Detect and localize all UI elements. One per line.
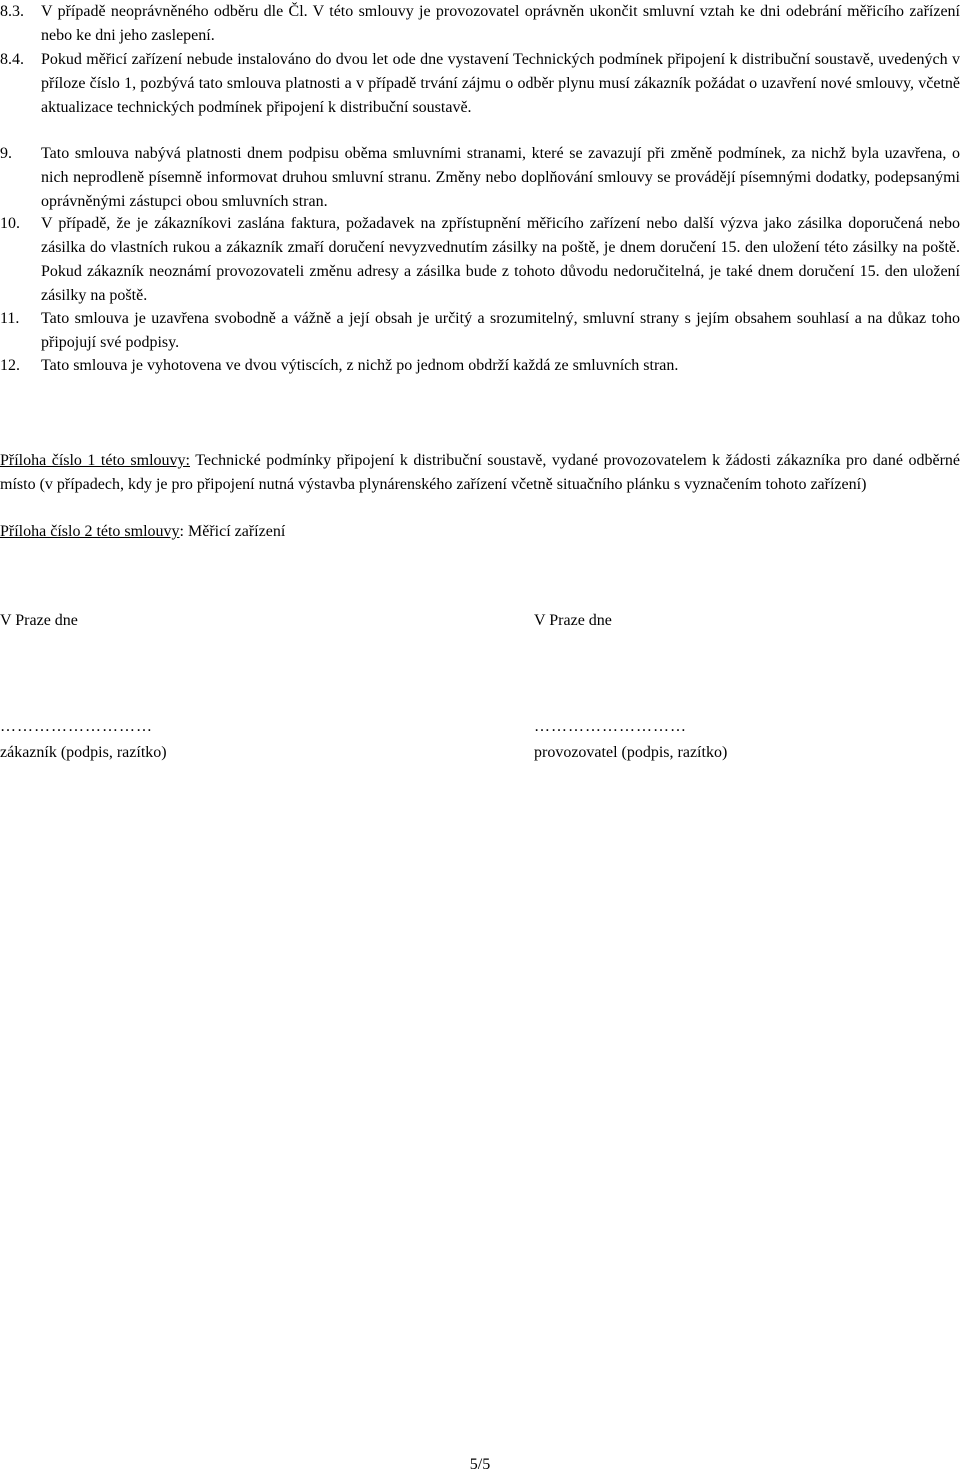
clause-number: 9. [0,145,12,162]
appendix-1-label: Příloha číslo 1 této smlouvy: [0,452,190,469]
signature-left-line: ……………………… [0,718,153,735]
clause-number: 8.3. [0,3,24,20]
clause-10 [0,212,960,308]
appendix-1-text: Technické podmínky připojení k distribuční soustavě, vydané provozovatelem k žádosti zákazníka pro dané odběrné místo (v případech, kdy je pro připojení nutná výstavba plynárenského zařízení včetně situačního plánku s vyznačením tohoto zařízení) [0,452,960,493]
clause-text: V případě neoprávněného odběru dle Čl. V této smlouvy je provozovatel oprávněn ukončit smluvní vztah ke dni odebrání měřicího zařízení nebo ke dni jeho zaslepení. [41,3,960,44]
clause-text: V případě, že je zákazníkovi zaslána faktura, požadavek na zpřístupnění měřicího zařízení nebo další výzva jako zásilka doporučená nebo zásilka do vlastních rukou a zákazník zmaří doručení nevyzvednutím zásilky na poště, je dnem doručení 15. den uložení této zásilky na poště. Pokud zákazník neoznámí provozovateli změnu adresy a zásilka bude z tohoto důvodu nedoručitelná, je také dnem doručení 15. den uložení zásilky na poště. [41,215,960,304]
clause-8-4 [0,48,960,120]
clause-number: 10. [0,215,20,232]
clause-8-3 [0,0,960,48]
clause-9 [0,142,960,214]
signature-left-role: zákazník (podpis, razítko) [0,744,167,761]
signature-left-place: V Praze dne [0,612,78,629]
clause-11 [0,307,960,355]
clause-text: Tato smlouva nabývá platnosti dnem podpisu oběma smluvními stranami, které se zavazují při změně podmínek, za nichž byla uzavřena, o nich neprodleně písemně informovat druhou smluvní stranu. Změny nebo doplňování smlouvy se provádějí písemnými dodatky, podepsanými oprávněnými zástupci obou smluvních stran. [41,145,960,210]
signature-right-role: provozovatel (podpis, razítko) [534,744,728,761]
clause-text: Tato smlouva je uzavřena svobodně a vážně a její obsah je určitý a srozumitelný, smluvní strany s jejím obsahem souhlasí a na důkaz toho připojují své podpisy. [41,310,960,351]
clause-text: Tato smlouva je vyhotovena ve dvou výtiscích, z nichž po jednom obdrží každá ze smluvních stran. [41,357,679,374]
signature-right-place: V Praze dne [534,612,612,629]
signature-right-line: ……………………… [534,718,687,735]
clause-number: 11. [0,310,20,327]
clause-text: Pokud měřicí zařízení nebude instalováno do dvou let ode dne vystavení Technických podmínek připojení k distribuční soustavě, uvedených v příloze číslo 1, pozbývá tato smlouva platnosti a v případě trvání zájmu o odběr plynu musí zákazník požádat o uzavření nové smlouvy, včetně aktualizace technických podmínek připojení k distribuční soustavě. [41,51,960,116]
appendix-1 [0,449,960,497]
appendix-2-label: Příloha číslo 2 této smlouvy [0,523,180,540]
appendix-2-text: : Měřicí zařízení [179,523,286,540]
clause-number: 12. [0,357,20,374]
clause-number: 8.4. [0,51,24,68]
clause-12 [0,354,960,378]
appendix-2 [0,520,960,544]
page-number: 5/5 [469,1456,491,1473]
